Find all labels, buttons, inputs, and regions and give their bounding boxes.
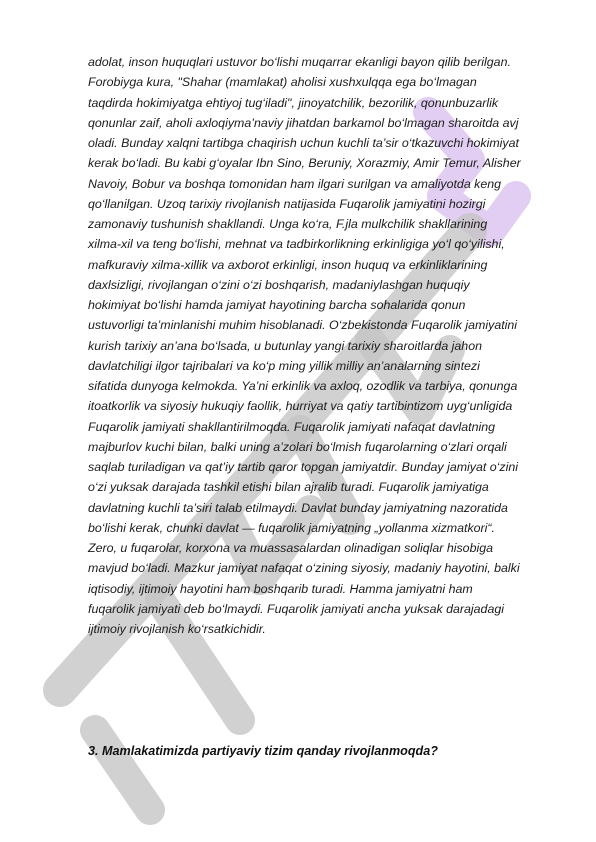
body-paragraph: adolat, inson huquqlari ustuvor bo‘lishi muqarrar ekanligi bayon qilib berilgan. Forobiyga kura, "Shahar (mamlakat) aholisi xushxulqqa ega bo‘lmagan taqdirda hokimiyatga ehtiyoj tug‘iladi", jinoyatchilik, bezorilik, qonunbuzarlik qonunlar zaif, aholi axloqiyma’naviy jihatdan barkamol bo‘lmagan sharoitda avj oladi. Bunday xalqni tartibga chaqirish uchun kuchli ta’sir o‘tkazuvchi hokimiyat kerak bo‘ladi. Bu kabi g‘oyalar Ibn Sino, Beruniy, Xorazmiy, Amir Temur, Alisher Navoiy, Bobur va boshqa tomonidan ham ilgari surilgan va amaliyotda keng qo‘llanilgan. Uzoq tarixiy rivojlanish natijasida Fuqarolik jamiyatini hozirgi zamonaviy tushunish shakllandi. Unga ko‘ra, F.jla mulkchilik shakllarining xilma-xil va teng bo‘lishi, mehnat va tadbirkorlikning erkinligiga yo‘l qo‘yilishi, mafkuraviy xilma-xillik va axborot erkinligi, inson huquq va erkinliklarining daxlsizligi, rivojlangan o‘zini o‘zi boshqarish, madaniylashgan huquqiy hokimiyat bo‘lishi hamda jamiyat hayotining barcha sohalarida qonun ustuvorligi ta’minlanishi muhim hisoblanadi. O‘zbekistonda Fuqarolik jamiyatini kurish tarixiy an’ana bo‘lsada, u butunlay yangi tarixiy sharoitlarda jahon davlatchiligi ilgor tajribalari va ko‘p ming yillik milliy an’analarning sintezi sifatida dunyoga kelmokda. Ya’ni erkinlik va axloq, ozodlik va tarbiya, qonunga itoatkorlik va siyosiy hukuqiy faollik, hurriyat va qatiy tartibintizom uyg‘unligida Fuqarolik jamiyati shakllantirilmoqda. Fuqarolik jamiyati nafaqat davlatning majburlov kuchi bilan, balki uning a’zolari bo‘lmish fuqarolarning o‘zlari orqali saqlab turiladigan va qat’iy tartib qaror topgan jamiyatdir. Bunday jamiyat o‘zini o‘zi yuksak darajada tashkil etishi bilan ajralib turadi. Fuqarolik jamiyatiga davlatning kuchli ta’siri talab etilmaydi. Davlat bunday jamiyatning nazoratida bo‘lishi kerak, chunki davlat — fuqarolik jamiyatning „yollanma xizmatkori“. Zero, u fuqarolar, korxona va muassasalardan olinadigan soliqlar hisobiga mavjud bo‘ladi. Mazkur jamiyat nafaqat o‘zining siyosiy, madaniy hayotini, balki iqtisodiy, ijtimoiy hayotini ham boshqarib turadi. Hamma jamiyatni ham fuqarolik jamiyati deb bo‘lmaydi. Fuqarolik jamiyati ancha yuksak darajadagi ijtimoiy rivojlanish ko‘rsatkichidir. (88, 55, 521, 636)
section-heading: 3. Mamlakatimizda partiyaviy tizim qanday rivojlanmoqda? (88, 744, 438, 758)
